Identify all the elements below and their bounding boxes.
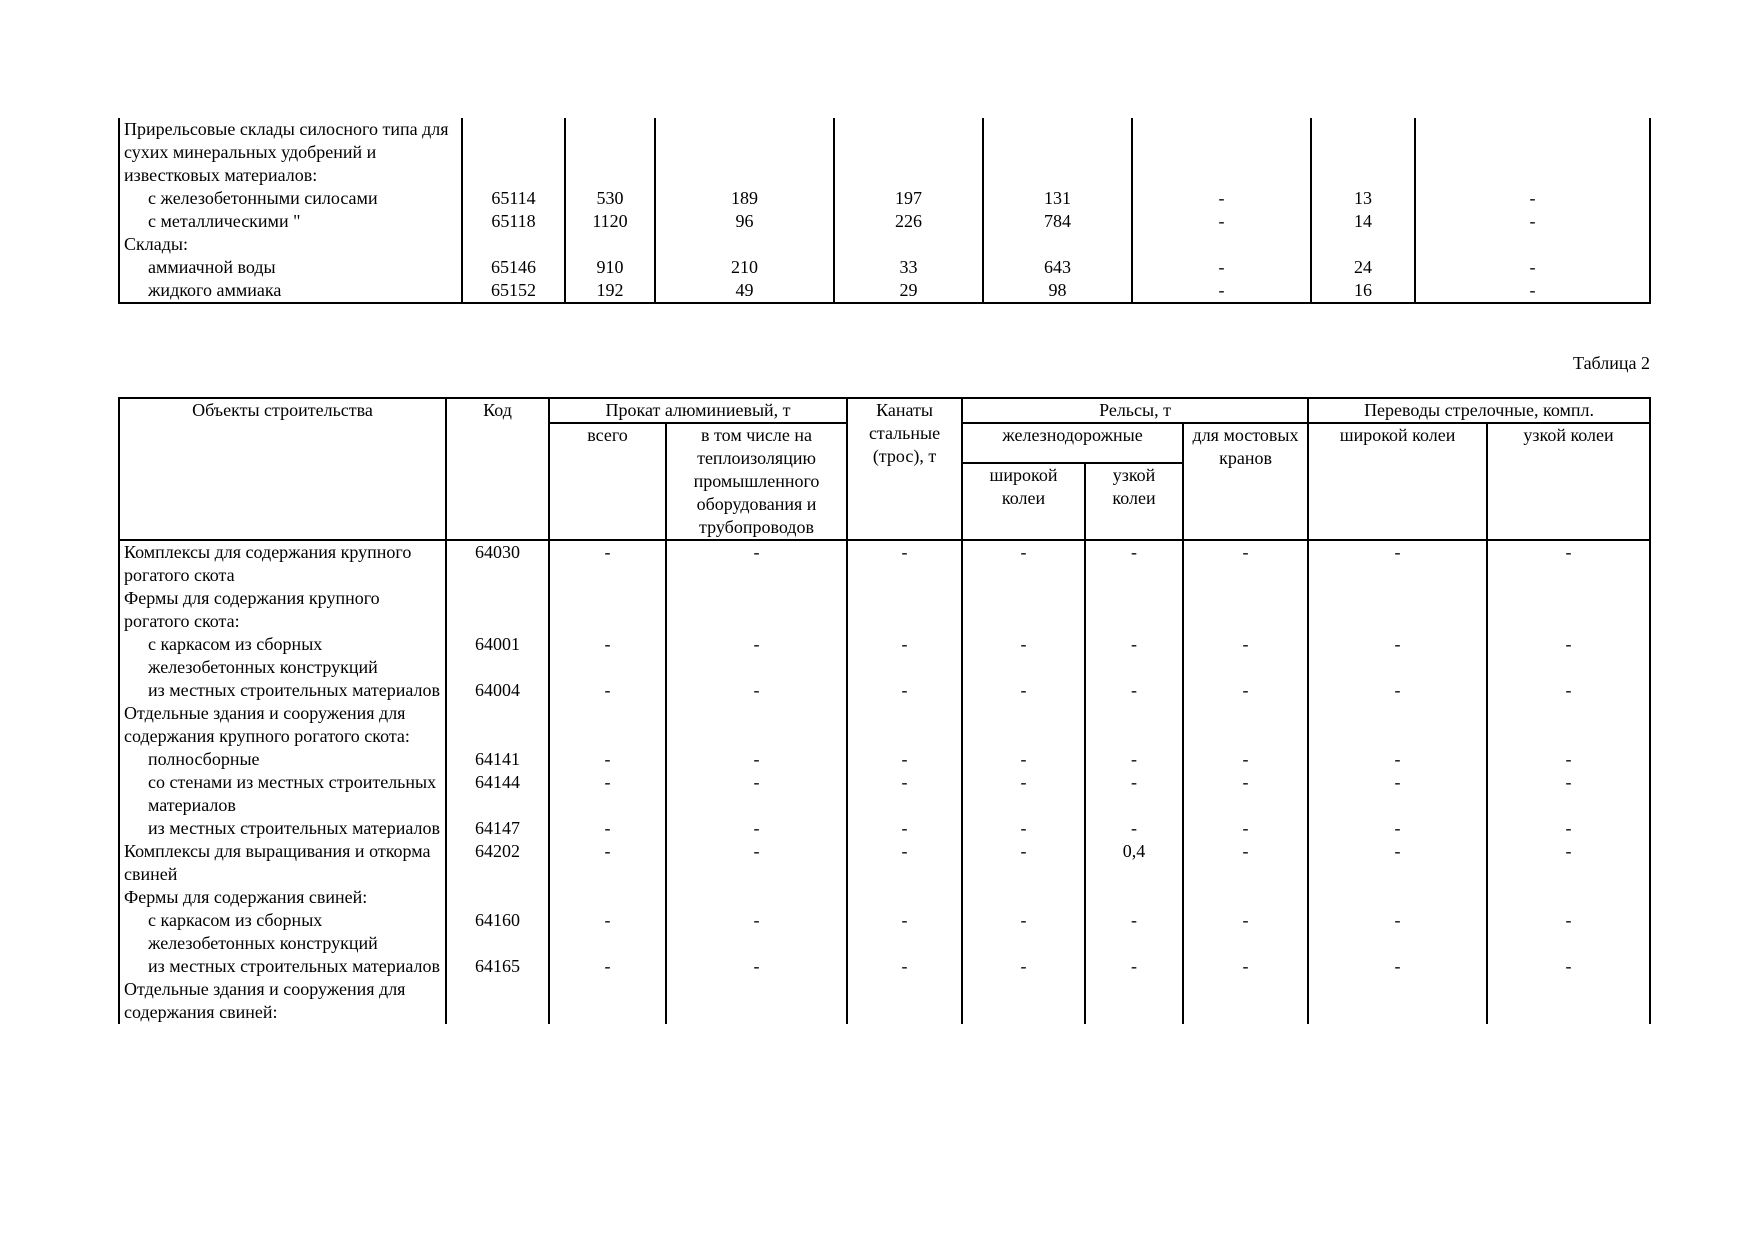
row-value — [655, 233, 834, 256]
row-value: 96 — [655, 210, 834, 233]
row-value: - — [847, 633, 962, 679]
row-value — [666, 702, 847, 748]
row-object-name: Склады: — [119, 233, 462, 256]
row-value — [1183, 978, 1308, 1024]
row-value: - — [1085, 955, 1183, 978]
row-object-name: Отдельные здания и сооружения для содержания крупного рогатого скота: — [119, 702, 446, 748]
row-value — [549, 702, 666, 748]
row-code: 64001 — [446, 633, 549, 679]
row-value: - — [1487, 955, 1650, 978]
row-value: - — [1183, 840, 1308, 886]
row-value — [1308, 886, 1487, 909]
table-row — [119, 679, 1650, 702]
row-value — [962, 587, 1085, 633]
table-row — [119, 748, 1650, 771]
row-value: - — [1308, 748, 1487, 771]
row-value: - — [1308, 817, 1487, 840]
row-value: - — [549, 909, 666, 955]
row-object-name: с каркасом из сборных железобетонных конструкций — [119, 633, 446, 679]
row-value: - — [847, 817, 962, 840]
row-value: - — [1183, 633, 1308, 679]
row-value: - — [1487, 540, 1650, 587]
row-value — [1183, 587, 1308, 633]
row-value: - — [666, 909, 847, 955]
table-row — [119, 233, 1650, 256]
row-value: - — [1183, 771, 1308, 817]
row-value: - — [666, 633, 847, 679]
row-value: - — [1308, 955, 1487, 978]
row-value: - — [1487, 748, 1650, 771]
row-code: 65146 — [462, 256, 565, 279]
row-value — [655, 118, 834, 187]
row-value: - — [1183, 679, 1308, 702]
row-value: - — [962, 633, 1085, 679]
row-value: - — [1085, 633, 1183, 679]
row-value — [666, 886, 847, 909]
header-switch-wide: широкой колеи — [1308, 423, 1487, 540]
row-value: - — [549, 633, 666, 679]
row-value: - — [1487, 633, 1650, 679]
row-value: - — [549, 955, 666, 978]
row-value: - — [962, 540, 1085, 587]
row-value — [1415, 233, 1650, 256]
header-code: Код — [446, 398, 549, 540]
row-value: - — [549, 840, 666, 886]
row-value — [1308, 587, 1487, 633]
row-value: 24 — [1311, 256, 1415, 279]
row-value: 784 — [983, 210, 1132, 233]
table-row — [119, 210, 1650, 233]
row-object-name: Комплексы для выращивания и откорма свиней — [119, 840, 446, 886]
header-alu-total: всего — [549, 423, 666, 540]
row-value: - — [1415, 256, 1650, 279]
row-code: 64202 — [446, 840, 549, 886]
table-row — [119, 886, 1650, 909]
row-value — [1183, 702, 1308, 748]
header-switch-narrow: узкой колеи — [1487, 423, 1650, 540]
row-code — [446, 587, 549, 633]
table-row — [119, 909, 1650, 955]
header-rail-wide: широкой колеи — [962, 463, 1085, 540]
row-value: 33 — [834, 256, 983, 279]
row-value: 189 — [655, 187, 834, 210]
row-code: 64160 — [446, 909, 549, 955]
row-value: - — [962, 748, 1085, 771]
row-value — [1085, 886, 1183, 909]
row-value: - — [1415, 279, 1650, 303]
row-value: - — [1487, 817, 1650, 840]
table-row — [119, 633, 1650, 679]
row-object-name: со стенами из местных строительных материалов — [119, 771, 446, 817]
row-object-name: Прирельсовые склады силосного типа для сухих минеральных удобрений и известковых материалов: — [119, 118, 462, 187]
row-value: - — [549, 540, 666, 587]
row-value: - — [549, 817, 666, 840]
table-1-continuation — [118, 118, 1651, 304]
header-crane: для мостовых кранов — [1183, 423, 1308, 540]
table-row — [119, 279, 1650, 303]
row-code: 64030 — [446, 540, 549, 587]
table-row — [119, 118, 1650, 187]
row-code — [446, 978, 549, 1024]
row-value: - — [962, 955, 1085, 978]
row-value: 226 — [834, 210, 983, 233]
row-value — [1311, 118, 1415, 187]
row-value: 29 — [834, 279, 983, 303]
row-value — [847, 886, 962, 909]
row-value: - — [847, 955, 962, 978]
row-value: 197 — [834, 187, 983, 210]
header-rails: Рельсы, т — [962, 398, 1308, 423]
row-value: - — [1308, 840, 1487, 886]
row-value — [1415, 118, 1650, 187]
row-value — [834, 118, 983, 187]
row-value: 98 — [983, 279, 1132, 303]
row-value — [1487, 587, 1650, 633]
row-value: - — [1415, 187, 1650, 210]
row-value: 16 — [1311, 279, 1415, 303]
row-value: 0,4 — [1085, 840, 1183, 886]
row-object-name: Отдельные здания и сооружения для содержания свиней: — [119, 978, 446, 1024]
row-value: - — [1308, 771, 1487, 817]
table-row — [119, 771, 1650, 817]
header-ropes: Канаты стальные (трос), т — [847, 398, 962, 540]
row-value — [1132, 233, 1311, 256]
table-row — [119, 955, 1650, 978]
row-value — [983, 118, 1132, 187]
row-value: - — [666, 748, 847, 771]
header-aluminium: Прокат алюминиевый, т — [549, 398, 847, 423]
row-value: - — [1487, 909, 1650, 955]
row-value: - — [847, 540, 962, 587]
row-code — [446, 886, 549, 909]
header-railway: железнодорожные — [962, 423, 1183, 463]
table-row — [119, 978, 1650, 1024]
row-object-name: жидкого аммиака — [119, 279, 462, 303]
row-value: - — [666, 817, 847, 840]
row-value: - — [1415, 210, 1650, 233]
row-object-name: из местных строительных материалов — [119, 679, 446, 702]
row-value — [1308, 978, 1487, 1024]
row-object-name: с железобетонными силосами — [119, 187, 462, 210]
row-value — [1183, 886, 1308, 909]
row-value — [847, 587, 962, 633]
header-rail-narrow: узкой колеи — [1085, 463, 1183, 540]
row-object-name: из местных строительных материалов — [119, 955, 446, 978]
table-row — [119, 540, 1650, 587]
row-value: - — [962, 840, 1085, 886]
row-value: 643 — [983, 256, 1132, 279]
row-value: - — [847, 909, 962, 955]
row-value: 910 — [565, 256, 655, 279]
row-value — [549, 587, 666, 633]
table-row — [119, 587, 1650, 633]
row-object-name: из местных строительных материалов — [119, 817, 446, 840]
table-row — [119, 702, 1650, 748]
table-row — [119, 840, 1650, 886]
row-value: - — [1132, 279, 1311, 303]
row-value: - — [1085, 909, 1183, 955]
row-value — [666, 587, 847, 633]
row-value: - — [1132, 210, 1311, 233]
row-value — [1132, 118, 1311, 187]
row-code — [462, 233, 565, 256]
row-value: - — [1308, 633, 1487, 679]
row-object-name: с каркасом из сборных железобетонных конструкций — [119, 909, 446, 955]
row-value: - — [1308, 679, 1487, 702]
row-value: 14 — [1311, 210, 1415, 233]
row-value: - — [962, 817, 1085, 840]
row-code: 64165 — [446, 955, 549, 978]
row-value: - — [847, 748, 962, 771]
row-value: - — [847, 771, 962, 817]
row-value: - — [1183, 748, 1308, 771]
header-switches: Переводы стрелочные, компл. — [1308, 398, 1650, 423]
row-code — [446, 702, 549, 748]
row-value: 131 — [983, 187, 1132, 210]
row-value — [565, 233, 655, 256]
row-value: - — [962, 771, 1085, 817]
row-value: 210 — [655, 256, 834, 279]
row-value — [1311, 233, 1415, 256]
row-code: 65118 — [462, 210, 565, 233]
row-value: - — [1308, 909, 1487, 955]
row-value — [847, 978, 962, 1024]
row-value — [983, 233, 1132, 256]
row-value: - — [1132, 187, 1311, 210]
row-value: - — [1085, 540, 1183, 587]
row-value: - — [1487, 840, 1650, 886]
row-value — [1085, 702, 1183, 748]
row-value: - — [666, 955, 847, 978]
row-value — [847, 702, 962, 748]
row-value — [962, 978, 1085, 1024]
row-value: - — [549, 771, 666, 817]
row-value — [565, 118, 655, 187]
row-value — [1085, 978, 1183, 1024]
header-objects: Объекты строительства — [119, 398, 446, 540]
row-value — [962, 886, 1085, 909]
row-value: - — [1183, 817, 1308, 840]
row-code: 64147 — [446, 817, 549, 840]
row-code: 64141 — [446, 748, 549, 771]
row-object-name: аммиачной воды — [119, 256, 462, 279]
row-value: - — [666, 679, 847, 702]
row-value: 192 — [565, 279, 655, 303]
row-value: - — [666, 771, 847, 817]
row-value: - — [1085, 748, 1183, 771]
row-value — [1487, 978, 1650, 1024]
row-value: - — [1132, 256, 1311, 279]
row-value: - — [1085, 771, 1183, 817]
row-value — [549, 978, 666, 1024]
row-value — [1487, 702, 1650, 748]
row-object-name: Комплексы для содержания крупного рогатого скота — [119, 540, 446, 587]
row-value: 1120 — [565, 210, 655, 233]
row-value — [1085, 587, 1183, 633]
row-value — [549, 886, 666, 909]
row-object-name: с металлическими " — [119, 210, 462, 233]
header-alu-incl: в том числе на теплоизоляцию промышленного оборудования и трубопроводов — [666, 423, 847, 540]
row-value — [666, 978, 847, 1024]
row-value: - — [1487, 771, 1650, 817]
row-value: - — [1085, 679, 1183, 702]
row-value: - — [1183, 955, 1308, 978]
table-row — [119, 256, 1650, 279]
row-value: 13 — [1311, 187, 1415, 210]
table-2 — [118, 397, 1651, 1024]
row-code: 64144 — [446, 771, 549, 817]
row-value: 49 — [655, 279, 834, 303]
row-value — [834, 233, 983, 256]
table-row — [119, 187, 1650, 210]
row-value: - — [847, 679, 962, 702]
row-value: - — [962, 909, 1085, 955]
row-object-name: полносборные — [119, 748, 446, 771]
row-value: - — [549, 748, 666, 771]
row-code: 65152 — [462, 279, 565, 303]
row-code: 64004 — [446, 679, 549, 702]
table-row — [119, 817, 1650, 840]
row-value — [962, 702, 1085, 748]
row-value: - — [1085, 817, 1183, 840]
row-value: 530 — [565, 187, 655, 210]
row-value: - — [549, 679, 666, 702]
row-value — [1487, 886, 1650, 909]
row-value: - — [1308, 540, 1487, 587]
table-caption: Таблица 2 — [1573, 353, 1650, 373]
row-code — [462, 118, 565, 187]
row-code: 65114 — [462, 187, 565, 210]
row-value: - — [666, 840, 847, 886]
row-object-name: Фермы для содержания крупного рогатого скота: — [119, 587, 446, 633]
row-value: - — [847, 840, 962, 886]
row-value: - — [1487, 679, 1650, 702]
row-object-name: Фермы для содержания свиней: — [119, 886, 446, 909]
row-value: - — [962, 679, 1085, 702]
row-value — [1308, 702, 1487, 748]
row-value: - — [1183, 540, 1308, 587]
row-value: - — [666, 540, 847, 587]
row-value: - — [1183, 909, 1308, 955]
